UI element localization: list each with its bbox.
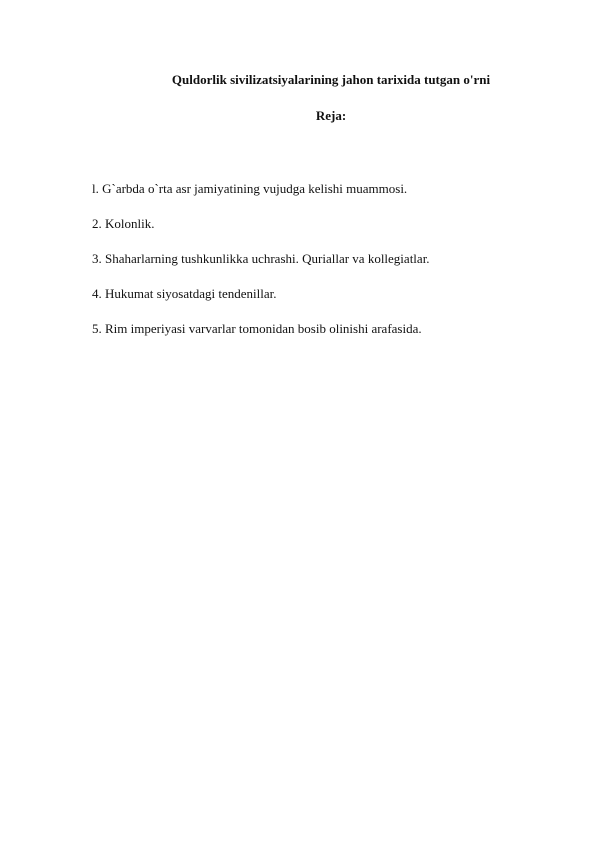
plan-list [92,181,430,356]
plan-item-1: l. G`arbda o`rta asr jamiyatining vujudga kelishi muammosi. [92,181,408,196]
plan-item-4: 4. Hukumat siyosatdagi tendenillar. [92,286,277,301]
plan-item-2: 2. Kolonlik. [92,216,155,231]
plan-heading: Reja: [315,108,347,123]
plan-item-5: 5. Rim imperiyasi varvarlar tomonidan bosib olinishi arafasida. [92,321,422,336]
plan-item-3: 3. Shaharlarning tushkunlikka uchrashi. Quriallar va kollegiatlar. [92,251,430,266]
document-title: Quldorlik sivilizatsiyalarining jahon tarixida tutgan o'rni [171,72,491,87]
